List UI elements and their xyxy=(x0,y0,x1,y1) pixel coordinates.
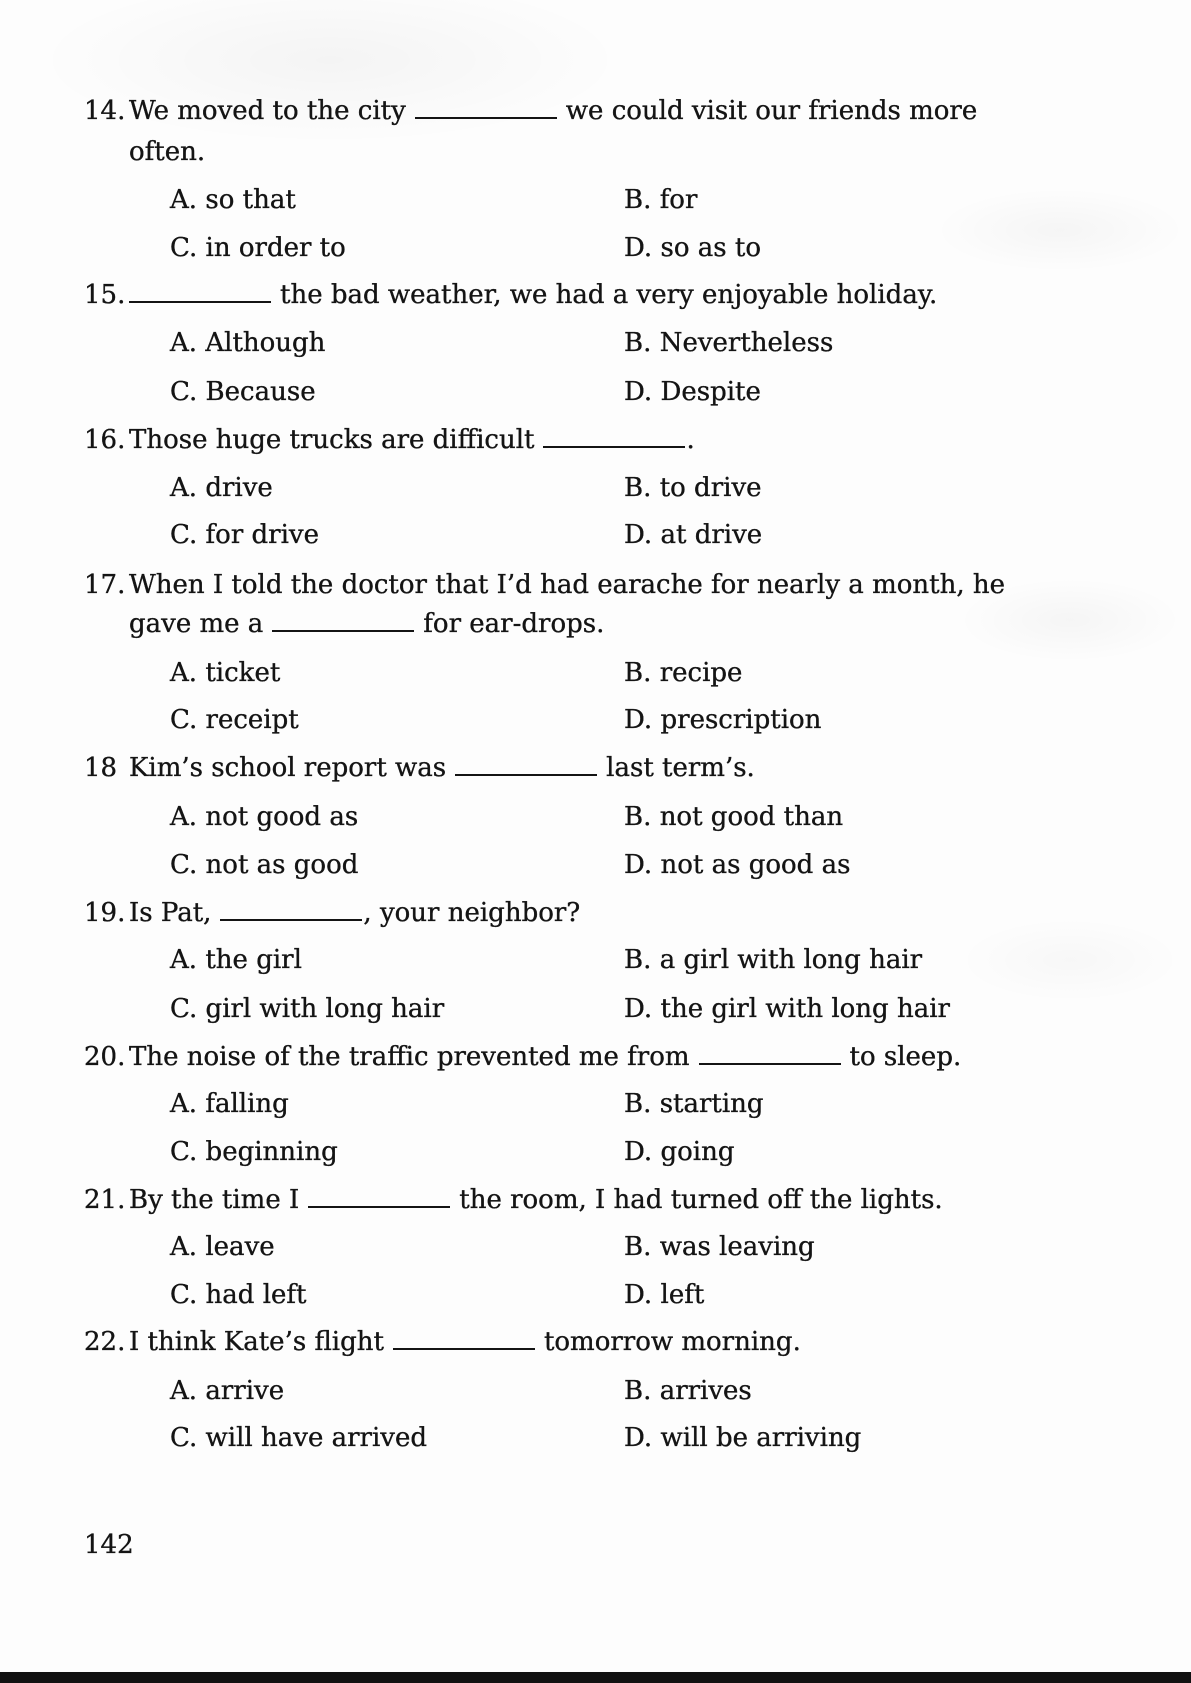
option-label: B. xyxy=(624,1232,652,1262)
option-text: to drive xyxy=(659,473,762,503)
option-c xyxy=(170,993,444,1025)
option-label: B. xyxy=(624,1376,652,1406)
option-d xyxy=(624,1279,704,1311)
question-text: . xyxy=(686,425,695,455)
option-text: arrives xyxy=(659,1376,752,1406)
question-text: to sleep. xyxy=(849,1042,962,1072)
answer-blank xyxy=(699,1063,841,1065)
page-number: 142 xyxy=(84,1530,134,1560)
question-number: 22. xyxy=(84,1327,126,1357)
option-a xyxy=(170,1231,275,1263)
option-text: for drive xyxy=(205,520,319,550)
question-text: The noise of the traffic prevented me from xyxy=(129,1042,690,1072)
option-label: C. xyxy=(170,1280,198,1310)
option-text: will have arrived xyxy=(205,1423,427,1453)
answer-blank xyxy=(543,446,685,448)
option-label: B. xyxy=(624,473,652,503)
option-text: drive xyxy=(205,473,273,503)
option-d xyxy=(624,1136,735,1168)
question-text: gave me a xyxy=(129,609,264,639)
answer-blank xyxy=(393,1348,535,1350)
option-b xyxy=(624,944,922,976)
option-label: D. xyxy=(624,1137,653,1167)
answer-blank xyxy=(220,919,362,921)
question-number: 19. xyxy=(84,898,126,928)
option-text: going xyxy=(660,1137,735,1167)
option-text: recipe xyxy=(659,658,743,688)
option-text: Nevertheless xyxy=(659,328,834,358)
option-a xyxy=(170,184,296,216)
option-text: not good than xyxy=(659,802,844,832)
option-text: girl with long hair xyxy=(205,994,445,1024)
question-number: 17. xyxy=(84,570,126,600)
option-d xyxy=(624,849,850,881)
option-label: C. xyxy=(170,1423,198,1453)
option-a xyxy=(170,472,273,504)
option-label: A. xyxy=(170,802,198,832)
option-text: Despite xyxy=(660,377,761,407)
question-text: the bad weather, we had a very enjoyable holiday. xyxy=(280,280,938,310)
option-text: receipt xyxy=(205,705,299,735)
option-label: D. xyxy=(624,233,653,263)
option-text: prescription xyxy=(660,705,822,735)
option-label: C. xyxy=(170,705,198,735)
option-label: C. xyxy=(170,1137,198,1167)
question-stem-line xyxy=(84,95,977,127)
option-label: C. xyxy=(170,850,198,880)
option-text: leave xyxy=(205,1232,275,1262)
question-text: We moved to the city xyxy=(129,96,406,126)
option-d xyxy=(624,376,761,408)
option-c xyxy=(170,232,346,264)
option-text: not as good as xyxy=(660,850,851,880)
option-label: B. xyxy=(624,658,652,688)
question-text: we could visit our friends more xyxy=(565,96,978,126)
option-text: starting xyxy=(659,1089,764,1119)
option-c xyxy=(170,376,316,408)
option-text: Because xyxy=(205,377,316,407)
question-text: Is Pat, xyxy=(129,898,212,928)
question-number: 15. xyxy=(84,280,126,310)
answer-blank xyxy=(272,630,414,632)
option-d xyxy=(624,232,761,264)
option-text: at drive xyxy=(660,520,763,550)
option-text: will be arriving xyxy=(660,1423,862,1453)
question-number: 20. xyxy=(84,1042,126,1072)
answer-blank xyxy=(129,301,271,303)
scan-edge xyxy=(0,1672,1191,1683)
option-text: beginning xyxy=(205,1137,338,1167)
option-b xyxy=(624,801,843,833)
option-label: A. xyxy=(170,473,198,503)
option-d xyxy=(624,519,762,551)
option-text: in order to xyxy=(205,233,346,263)
answer-blank xyxy=(415,117,557,119)
option-label: A. xyxy=(170,1232,198,1262)
option-label: B. xyxy=(624,185,652,215)
option-a xyxy=(170,657,280,689)
option-text: the girl with long hair xyxy=(660,994,950,1024)
option-a xyxy=(170,327,325,359)
option-label: C. xyxy=(170,233,198,263)
option-a xyxy=(170,1375,284,1407)
question-stem-line xyxy=(84,1326,801,1358)
option-label: D. xyxy=(624,850,653,880)
option-text: had left xyxy=(205,1280,307,1310)
option-c xyxy=(170,1279,306,1311)
option-b xyxy=(624,327,833,359)
option-label: A. xyxy=(170,1376,198,1406)
option-text: left xyxy=(660,1280,705,1310)
option-label: D. xyxy=(624,1423,653,1453)
option-label: C. xyxy=(170,377,198,407)
option-label: D. xyxy=(624,1280,653,1310)
option-label: A. xyxy=(170,328,198,358)
question-number: 16. xyxy=(84,425,126,455)
option-b xyxy=(624,1088,764,1120)
option-text: for xyxy=(659,185,698,215)
option-label: D. xyxy=(624,520,653,550)
option-label: A. xyxy=(170,185,198,215)
option-text: arrive xyxy=(205,1376,285,1406)
option-text: so as to xyxy=(660,233,761,263)
option-text: so that xyxy=(205,185,296,215)
option-b xyxy=(624,184,697,216)
option-b xyxy=(624,1231,815,1263)
option-a xyxy=(170,944,302,976)
option-label: A. xyxy=(170,658,198,688)
question-text: Those huge trucks are difficult xyxy=(129,425,535,455)
question-stem-line xyxy=(84,1184,943,1216)
option-text: not as good xyxy=(205,850,359,880)
question-stem-continuation xyxy=(129,136,205,168)
question-text: the room, I had turned off the lights. xyxy=(459,1185,943,1215)
question-stem-line xyxy=(84,279,937,311)
option-label: C. xyxy=(170,520,198,550)
option-b xyxy=(624,1375,752,1407)
option-label: D. xyxy=(624,705,653,735)
option-text: ticket xyxy=(205,658,281,688)
option-c xyxy=(170,1422,427,1454)
option-text: the girl xyxy=(205,945,302,975)
option-label: D. xyxy=(624,377,653,407)
question-stem-continuation xyxy=(129,608,604,640)
question-number: 14. xyxy=(84,96,126,126)
question-number: 18 xyxy=(84,753,118,783)
option-text: was leaving xyxy=(659,1232,815,1262)
question-text: tomorrow morning. xyxy=(543,1327,801,1357)
option-c xyxy=(170,704,299,736)
option-c xyxy=(170,849,358,881)
option-d xyxy=(624,1422,861,1454)
option-a xyxy=(170,1088,289,1120)
option-a xyxy=(170,801,358,833)
option-d xyxy=(624,704,821,736)
question-stem-line xyxy=(84,569,1005,601)
option-text: falling xyxy=(205,1089,289,1119)
option-label: B. xyxy=(624,1089,652,1119)
answer-blank xyxy=(455,774,597,776)
question-text: Kim’s school report was xyxy=(129,753,447,783)
option-b xyxy=(624,472,762,504)
option-label: B. xyxy=(624,328,652,358)
option-text: a girl with long hair xyxy=(659,945,923,975)
option-text: Although xyxy=(205,328,326,358)
answer-blank xyxy=(308,1206,450,1208)
option-label: C. xyxy=(170,994,198,1024)
question-text: , your neighbor? xyxy=(363,898,581,928)
question-stem-line xyxy=(84,897,580,929)
question-stem-line xyxy=(84,424,695,456)
option-c xyxy=(170,519,319,551)
question-text: By the time I xyxy=(129,1185,300,1215)
question-number: 21. xyxy=(84,1185,126,1215)
option-text: not good as xyxy=(205,802,359,832)
question-text: I think Kate’s flight xyxy=(129,1327,384,1357)
question-text: for ear-drops. xyxy=(423,609,605,639)
question-stem-line xyxy=(84,752,755,784)
option-d xyxy=(624,993,950,1025)
option-label: A. xyxy=(170,945,198,975)
option-label: B. xyxy=(624,802,652,832)
option-label: D. xyxy=(624,994,653,1024)
question-stem-line xyxy=(84,1041,961,1073)
question-text: often. xyxy=(129,137,206,167)
option-label: B. xyxy=(624,945,652,975)
option-label: A. xyxy=(170,1089,198,1119)
question-text: last term’s. xyxy=(606,753,755,783)
option-b xyxy=(624,657,742,689)
option-c xyxy=(170,1136,338,1168)
question-text: When I told the doctor that I’d had earache for nearly a month, he xyxy=(129,570,1005,600)
